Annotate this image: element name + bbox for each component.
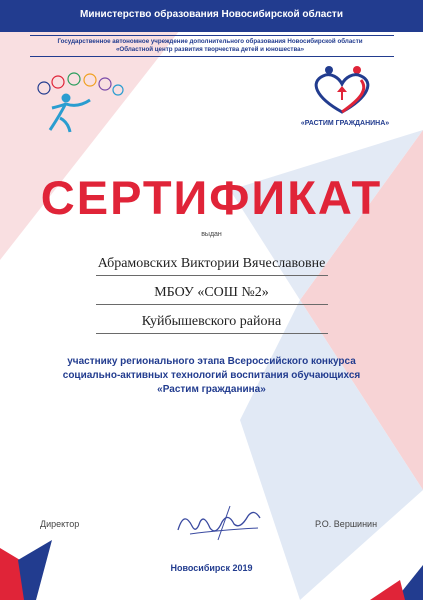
district-name: Куйбышевского района [141, 314, 282, 329]
school-underline [96, 304, 328, 305]
institution-block [30, 38, 390, 54]
bg-right-corner-red [370, 580, 405, 600]
divider-bottom [30, 56, 394, 57]
logo-caption: «РАСТИМ ГРАЖДАНИНА» [300, 120, 390, 127]
children-figure-logo-icon [30, 70, 130, 140]
issued-label: выдан [201, 231, 222, 238]
bg-pink-top-shape [0, 30, 180, 260]
certificate-title: СЕРТИФИКАТ [40, 171, 383, 224]
school-name: МБОУ «СОШ №2» [154, 285, 269, 300]
city-year: Новосибирск 2019 [170, 563, 253, 573]
director-label: Директор [40, 519, 80, 529]
district-underline [96, 333, 328, 334]
top-banner [0, 0, 423, 32]
recipient-name: Абрамовских Виктории Вячеславовне [97, 256, 326, 271]
description-line-1: участнику регионального этапа Всероссийского конкурса [67, 356, 356, 367]
institution-line-1: Государственное автономное учреждение дополнительного образования Новосибирской области [57, 38, 363, 45]
recipient-underline [96, 275, 328, 276]
handwritten-signature [170, 500, 270, 544]
institution-line-2: «Областной центр развития творчества детей и юношества» [115, 46, 305, 53]
description-line-3: «Растим гражданина» [157, 384, 266, 395]
description-block [0, 355, 423, 397]
signer-name: Р.О. Вершинин [315, 519, 378, 529]
ministry-title: Министерство образования Новосибирской области [80, 9, 343, 20]
divider-top [30, 35, 394, 36]
description-line-2: социально-активных технологий воспитания обучающихся [62, 370, 361, 381]
